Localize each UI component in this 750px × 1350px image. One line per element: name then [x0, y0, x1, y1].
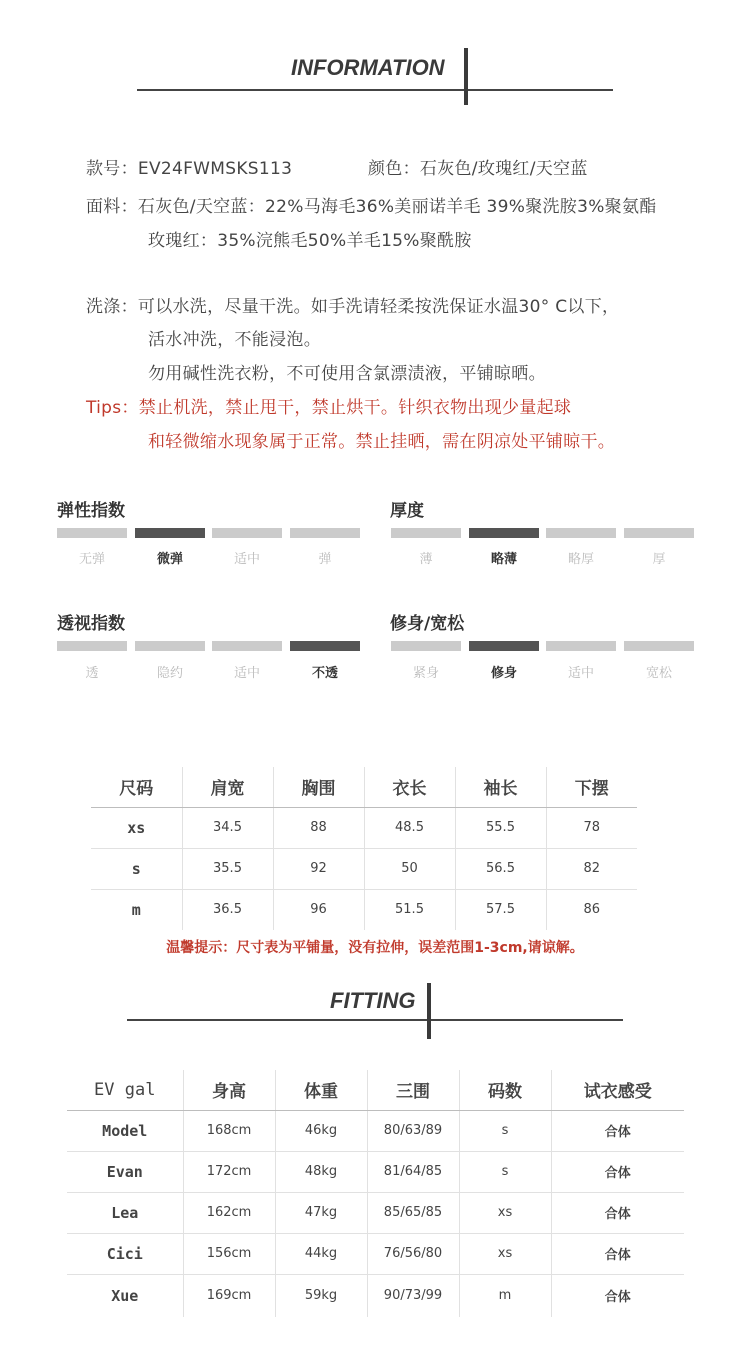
- fit-label: 修身/宽松: [390, 614, 465, 634]
- size-note: 温馨提示：尺寸表为平铺量，没有拉伸，误差范围1-3cm,请谅解。: [166, 940, 584, 956]
- table-cell: 34.5: [182, 807, 273, 848]
- table-cell: 81/64/85: [367, 1151, 459, 1192]
- table-cell: 46kg: [275, 1110, 367, 1151]
- fabric-line-1: [86, 192, 657, 217]
- table-cell: Evan: [67, 1151, 183, 1192]
- transparency-segment-3: [212, 641, 282, 651]
- color: [368, 154, 588, 179]
- transparency-option-4: 不透: [311, 666, 338, 681]
- table-cell: 169cm: [183, 1274, 275, 1317]
- fit-option-3: 适中: [567, 666, 594, 681]
- table-cell: 168cm: [183, 1110, 275, 1151]
- fitting-table: [67, 1070, 684, 1317]
- table-cell: 57.5: [455, 889, 546, 930]
- elasticity-label: 弹性指数: [57, 501, 125, 521]
- table-cell: 47kg: [275, 1192, 367, 1233]
- table-cell: s: [459, 1110, 551, 1151]
- fitting-rule: [127, 1019, 623, 1021]
- table-cell: xs: [459, 1192, 551, 1233]
- table-row: [67, 1233, 684, 1274]
- fitting-bar: [427, 983, 431, 1039]
- table-cell: 85/65/85: [367, 1192, 459, 1233]
- table-row: [91, 848, 637, 889]
- information-rule: [137, 89, 613, 91]
- color-value: 石灰色/玫瑰红/天空蓝: [419, 159, 588, 179]
- fit-segment-1: [391, 641, 461, 651]
- fabric-value-1: 石灰色/天空蓝：22%马海毛36%美丽诺羊毛 39%聚洗胺3%聚氨酯: [137, 197, 657, 217]
- table-cell: 合体: [551, 1233, 684, 1274]
- fabric-line-2: 玫瑰红：35%浣熊毛50%羊毛15%聚酰胺: [148, 231, 472, 251]
- fitting-header-size: 码数: [459, 1070, 551, 1110]
- table-row: [67, 1110, 684, 1151]
- tips-line-2: 和轻微缩水现象属于正常。禁止挂晒，需在阴凉处平铺晾干。: [148, 432, 616, 452]
- transparency-option-1: 透: [85, 666, 99, 681]
- thickness-segment-4: [624, 528, 694, 538]
- transparency-segment-1: [57, 641, 127, 651]
- table-cell: 55.5: [455, 807, 546, 848]
- thickness-label: 厚度: [390, 501, 424, 521]
- item-number-value: EV24FWMSKS113: [137, 159, 293, 179]
- table-row: [67, 1192, 684, 1233]
- fitting-header-weight: 体重: [275, 1070, 367, 1110]
- table-row: [91, 889, 637, 930]
- table-cell: 82: [546, 848, 637, 889]
- wash-line-1: [86, 292, 619, 317]
- table-cell: 86: [546, 889, 637, 930]
- table-row: [67, 1274, 684, 1317]
- table-cell: 48.5: [364, 807, 455, 848]
- table-cell: 48kg: [275, 1151, 367, 1192]
- table-cell: 88: [273, 807, 364, 848]
- thickness-option-2: 略薄: [490, 552, 517, 567]
- thickness-segment-2: [469, 528, 539, 538]
- transparency-label: 透视指数: [57, 614, 125, 634]
- table-cell: s: [459, 1151, 551, 1192]
- transparency-option-2: 隐约: [156, 666, 183, 681]
- table-row: [67, 1151, 684, 1192]
- fitting-header-feeling: 试衣感受: [551, 1070, 684, 1110]
- fitting-table-header-row: [67, 1070, 684, 1110]
- fit-segment-3: [546, 641, 616, 651]
- elasticity-option-3: 适中: [233, 552, 260, 567]
- table-cell: 合体: [551, 1192, 684, 1233]
- tips-value-1: 禁止机洗，禁止甩干，禁止烘干。针织衣物出现少量起球: [138, 398, 572, 418]
- elasticity-option-4: 弹: [318, 552, 332, 567]
- table-cell: xs: [91, 807, 182, 848]
- color-label: 颜色：: [368, 159, 420, 179]
- table-cell: Xue: [111, 1286, 139, 1305]
- size-header-size: 尺码: [91, 767, 182, 807]
- table-cell: 92: [273, 848, 364, 889]
- table-cell: Lea: [67, 1192, 183, 1233]
- tips-line-1: [86, 393, 571, 418]
- table-cell: 59kg: [275, 1274, 367, 1317]
- table-cell: xs: [459, 1233, 551, 1274]
- table-cell: 172cm: [183, 1151, 275, 1192]
- elasticity-option-2: 微弹: [156, 552, 183, 567]
- wash-line-3: 勿用碱性洗衣粉，不可使用含氯漂渍液，平铺晾晒。: [148, 364, 546, 384]
- size-header-hem: 下摆: [546, 767, 637, 807]
- transparency-segment-2: [135, 641, 205, 651]
- table-cell: 156cm: [183, 1233, 275, 1274]
- size-table-header-row: [91, 767, 637, 807]
- fit-segment-2: [469, 641, 539, 651]
- item-number: [86, 154, 292, 179]
- fit-option-2: 修身: [490, 666, 517, 681]
- thickness-option-4: 厚: [652, 552, 666, 567]
- thickness-segment-3: [546, 528, 616, 538]
- fabric-label: 面料：: [86, 197, 138, 217]
- size-header-chest: 胸围: [273, 767, 364, 807]
- size-table: [91, 767, 637, 930]
- table-cell: 35.5: [182, 848, 273, 889]
- information-title: INFORMATION: [291, 55, 445, 80]
- table-row: [91, 807, 637, 848]
- size-header-shoulder: 肩宽: [182, 767, 273, 807]
- table-cell: Cici: [67, 1233, 183, 1274]
- thickness-segment-1: [391, 528, 461, 538]
- elasticity-segment-3: [212, 528, 282, 538]
- table-cell: 50: [364, 848, 455, 889]
- table-cell: s: [91, 848, 182, 889]
- table-cell: 76/56/80: [367, 1233, 459, 1274]
- thickness-option-3: 略厚: [567, 552, 594, 567]
- elasticity-option-1: 无弹: [78, 552, 105, 567]
- fitting-title: FITTING: [330, 988, 416, 1013]
- table-cell: 80/63/89: [367, 1110, 459, 1151]
- wash-label: 洗涤：: [86, 297, 138, 317]
- elasticity-segment-1: [57, 528, 127, 538]
- fit-option-1: 紧身: [412, 666, 439, 681]
- table-cell: 合体: [551, 1274, 684, 1317]
- table-cell: 合体: [551, 1151, 684, 1192]
- item-number-label: 款号：: [86, 159, 138, 179]
- table-cell: 56.5: [455, 848, 546, 889]
- table-cell: m: [131, 900, 141, 919]
- fitting-header-measurements: 三围: [367, 1070, 459, 1110]
- wash-line-2: 活水冲洗，不能浸泡。: [148, 330, 321, 350]
- information-bar: [464, 48, 468, 105]
- table-cell: 36.5: [182, 889, 273, 930]
- fit-segment-4: [624, 641, 694, 651]
- size-header-sleeve: 袖长: [455, 767, 546, 807]
- table-cell: Model: [67, 1110, 183, 1151]
- table-cell: 合体: [551, 1110, 684, 1151]
- thickness-option-1: 薄: [419, 552, 433, 567]
- table-cell: 162cm: [183, 1192, 275, 1233]
- wash-value-1: 可以水洗，尽量干洗。如手洗请轻柔按洗保证水温30° C以下，: [137, 297, 620, 317]
- table-cell: 90/73/99: [367, 1274, 459, 1317]
- table-cell: 78: [546, 807, 637, 848]
- fitting-header-name: EV gal: [67, 1070, 183, 1110]
- size-header-length: 衣长: [364, 767, 455, 807]
- elasticity-segment-4: [290, 528, 360, 538]
- tips-label: Tips：: [86, 398, 139, 418]
- transparency-option-3: 适中: [233, 666, 260, 681]
- elasticity-segment-2: [135, 528, 205, 538]
- table-cell: 51.5: [364, 889, 455, 930]
- table-cell: 96: [273, 889, 364, 930]
- table-cell: m: [459, 1274, 551, 1317]
- transparency-segment-4: [290, 641, 360, 651]
- fitting-header-height: 身高: [183, 1070, 275, 1110]
- table-cell: 44kg: [275, 1233, 367, 1274]
- fit-option-4: 宽松: [645, 666, 672, 681]
